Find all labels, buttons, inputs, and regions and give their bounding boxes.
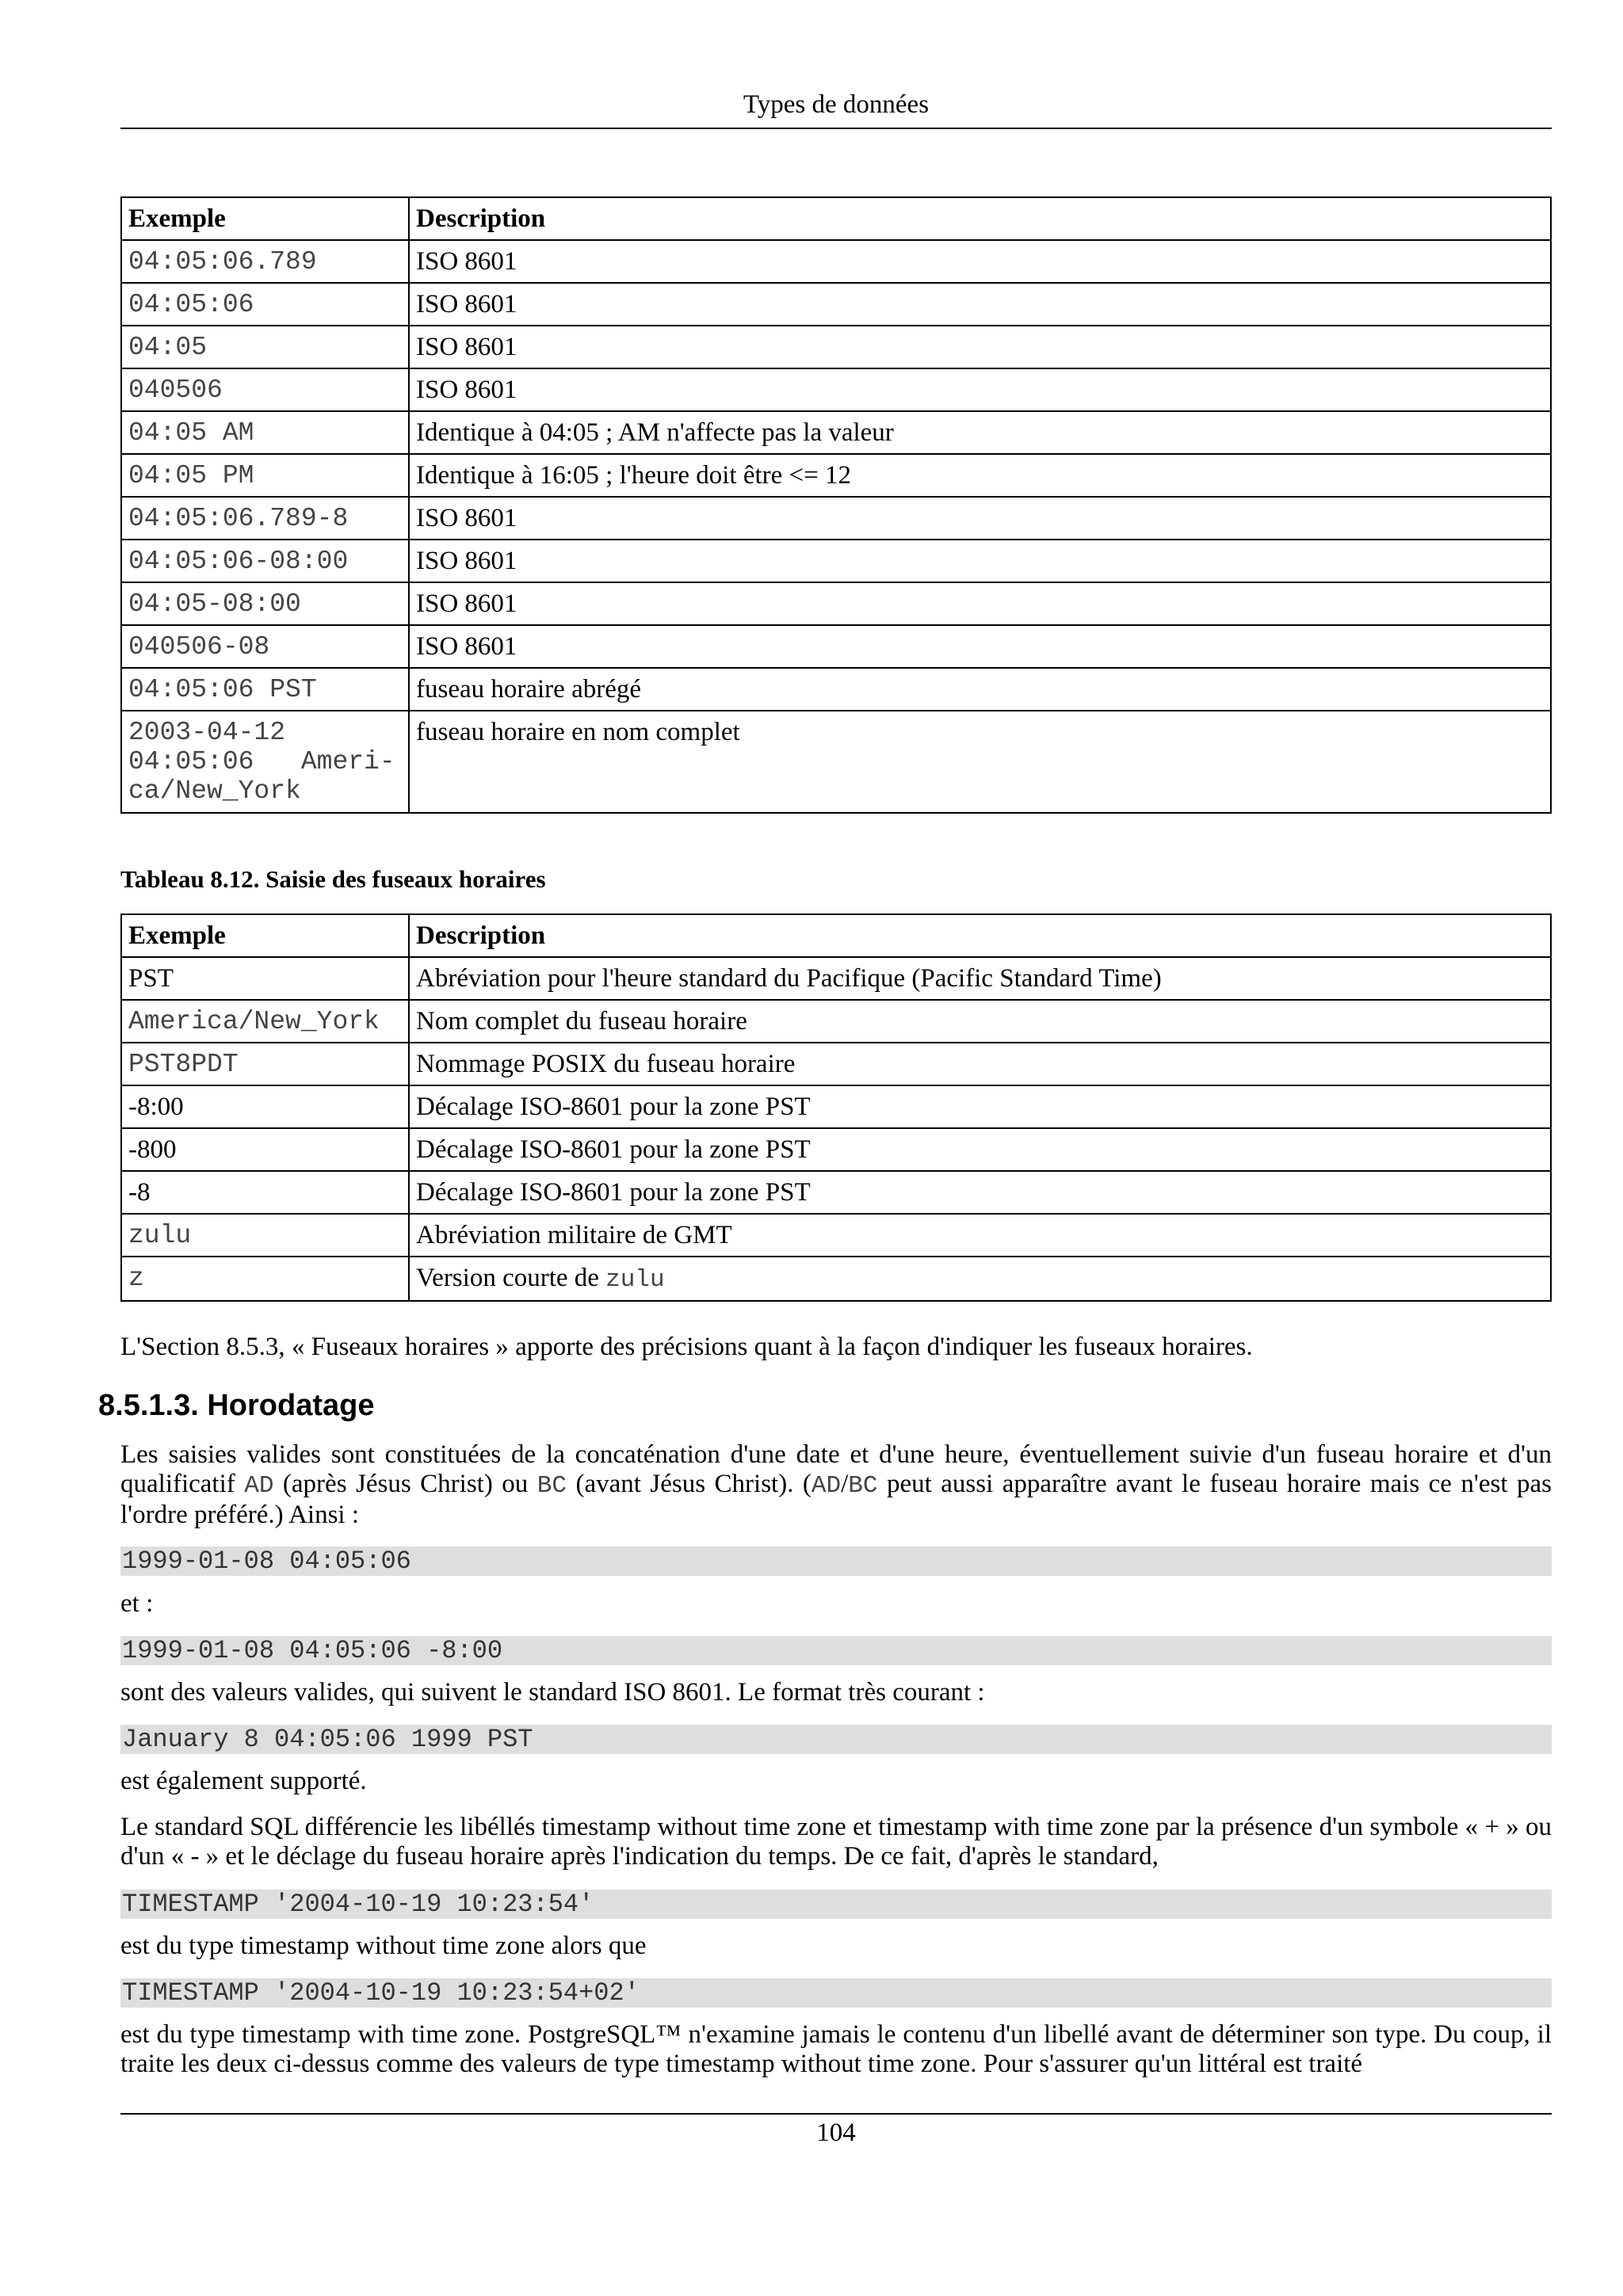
table-row — [121, 326, 1551, 368]
table-row — [121, 1085, 1551, 1128]
example-cell: -800 — [121, 1128, 409, 1171]
code-example: TIMESTAMP '2004-10-19 10:23:54+02' — [120, 1978, 1552, 2008]
table-row — [121, 411, 1551, 454]
table-row — [121, 454, 1551, 497]
example-line: 2003-04-12 — [128, 718, 286, 747]
table-row — [121, 540, 1551, 582]
description-cell: ISO 8601 — [409, 497, 1551, 540]
example-cell: 04:05:06 — [121, 283, 409, 326]
example-cell: America/New_York — [121, 1000, 409, 1043]
example-cell: -8:00 — [121, 1085, 409, 1128]
description-cell: Nom complet du fuseau horaire — [409, 1000, 1551, 1043]
text-run: Version courte de — [416, 1264, 606, 1292]
example-cell: 040506 — [121, 368, 409, 411]
description-cell: ISO 8601 — [409, 283, 1551, 326]
description-cell: Identique à 16:05 ; l'heure doit être <= 12 — [409, 454, 1551, 497]
table-row — [121, 1214, 1551, 1257]
description-cell: ISO 8601 — [409, 540, 1551, 582]
description-cell: ISO 8601 — [409, 582, 1551, 625]
description-cell: ISO 8601 — [409, 240, 1551, 283]
description-cell: fuseau horaire en nom complet — [409, 711, 1551, 813]
table-row — [121, 711, 1551, 813]
inline-code-bc: BC — [537, 1472, 567, 1500]
header-cell-description: Description — [409, 197, 1551, 240]
example-cell: z — [121, 1257, 409, 1301]
example-line: ca/New_York — [128, 776, 301, 806]
inline-code-ad: AD — [811, 1472, 842, 1500]
text-run: peut aussi apparaître avant le fuseau horaire mais ce n'est pas l'ordre préféré.) Ainsi : — [120, 1470, 1552, 1529]
code-example: 1999-01-08 04:05:06 -8:00 — [120, 1636, 1552, 1665]
description-cell: ISO 8601 — [409, 326, 1551, 368]
table-row — [121, 625, 1551, 668]
description-cell: Abréviation militaire de GMT — [409, 1214, 1551, 1257]
code-example: January 8 04:05:06 1999 PST — [120, 1725, 1552, 1754]
example-cell: -8 — [121, 1171, 409, 1214]
description-cell: Décalage ISO-8601 pour la zone PST — [409, 1128, 1551, 1171]
description-cell: Décalage ISO-8601 pour la zone PST — [409, 1171, 1551, 1214]
example-line: 04:05:06 Ameri- — [128, 747, 395, 776]
table-row — [121, 1043, 1551, 1085]
table-row — [121, 283, 1551, 326]
paragraph: et : — [120, 1589, 154, 1618]
description-cell: ISO 8601 — [409, 368, 1551, 411]
example-cell — [121, 711, 409, 813]
paragraph: est également supporté. — [120, 1767, 367, 1795]
inline-code-bc: BC — [848, 1472, 878, 1500]
example-cell: PST8PDT — [121, 1043, 409, 1085]
example-cell: zulu — [121, 1214, 409, 1257]
description-cell: Abréviation pour l'heure standard du Pacifique (Pacific Standard Time) — [409, 957, 1551, 1000]
table-row — [121, 1257, 1551, 1301]
example-cell: 04:05:06-08:00 — [121, 540, 409, 582]
description-cell: Nommage POSIX du fuseau horaire — [409, 1043, 1551, 1085]
inline-code-ad: AD — [244, 1472, 274, 1500]
header-rule — [120, 128, 1552, 129]
text-run: / — [841, 1470, 849, 1498]
example-cell: PST — [121, 957, 409, 1000]
paragraph: sont des valeurs valides, qui suivent le standard ISO 8601. Le format très courant : — [120, 1678, 985, 1707]
example-cell: 04:05-08:00 — [121, 582, 409, 625]
table-row — [121, 582, 1551, 625]
text-run: Les saisies valides sont constituées de la concaténation d'une date et d'une heure, éventuellement suivie d'un fuseau horaire et d'un qualificatif — [120, 1440, 1552, 1498]
description-cell: fuseau horaire abrégé — [409, 668, 1551, 711]
table-row — [121, 497, 1551, 540]
timezone-input-table-body — [121, 914, 1551, 1301]
description-cell: Décalage ISO-8601 pour la zone PST — [409, 1085, 1551, 1128]
example-cell: 04:05 AM — [121, 411, 409, 454]
header-cell-example: Exemple — [121, 197, 409, 240]
header-cell-description: Description — [409, 914, 1551, 957]
example-cell: 04:05 PM — [121, 454, 409, 497]
table-header-row — [121, 914, 1551, 957]
table-header-row — [121, 197, 1551, 240]
section-reference-paragraph: L'Section 8.5.3, « Fuseaux horaires » apporte des précisions quant à la façon d'indiquer les fuseaux horaires. — [120, 1333, 1253, 1361]
table-row — [121, 957, 1551, 1000]
description-cell — [409, 1257, 1551, 1301]
section-title: 8.5.1.3. Horodatage — [98, 1389, 375, 1422]
time-input-table-body — [121, 197, 1551, 813]
table-row — [121, 240, 1551, 283]
paragraph: est du type timestamp with time zone. PostgreSQL™ n'examine jamais le contenu d'un libellé avant de déterminer son type. Du coup, il traite les deux ci-dessus comme des valeurs de type timestamp without time zone. Pour s'assurer qu'un littéral est traité — [120, 2020, 1552, 2078]
example-cell: 04:05:06.789-8 — [121, 497, 409, 540]
text-run: (après Jésus Christ) ou — [273, 1470, 537, 1498]
page-number: 104 — [816, 2119, 856, 2147]
description-cell: ISO 8601 — [409, 625, 1551, 668]
table-row — [121, 1000, 1551, 1043]
table-caption: Tableau 8.12. Saisie des fuseaux horaires — [120, 865, 546, 893]
time-input-table — [120, 196, 1552, 814]
timezone-input-table — [120, 913, 1552, 1302]
example-cell: 04:05:06 PST — [121, 668, 409, 711]
description-cell: Identique à 04:05 ; AM n'affecte pas la valeur — [409, 411, 1551, 454]
paragraph: est du type timestamp without time zone alors que — [120, 1932, 647, 1960]
table-row — [121, 1171, 1551, 1214]
example-cell: 04:05:06.789 — [121, 240, 409, 283]
table-row — [121, 668, 1551, 711]
text-run: (avant Jésus Christ). ( — [566, 1470, 812, 1498]
example-cell: 040506-08 — [121, 625, 409, 668]
running-header: Types de données — [743, 90, 930, 119]
inline-code: zulu — [605, 1266, 665, 1294]
header-cell-example: Exemple — [121, 914, 409, 957]
example-cell: 04:05 — [121, 326, 409, 368]
footer-rule — [120, 2113, 1552, 2115]
table-row — [121, 1128, 1551, 1171]
intro-paragraph — [120, 1440, 1552, 1530]
table-row — [121, 368, 1551, 411]
code-example: 1999-01-08 04:05:06 — [120, 1547, 1552, 1576]
code-example: TIMESTAMP '2004-10-19 10:23:54' — [120, 1890, 1552, 1919]
paragraph: Le standard SQL différencie les libéllés timestamp without time zone et timestamp with time zone par la présence d'un symbole « + » ou d'un « - » et le déclage du fuseau horaire après l'indication du temps. De ce fait, d'après le standard, — [120, 1813, 1552, 1871]
